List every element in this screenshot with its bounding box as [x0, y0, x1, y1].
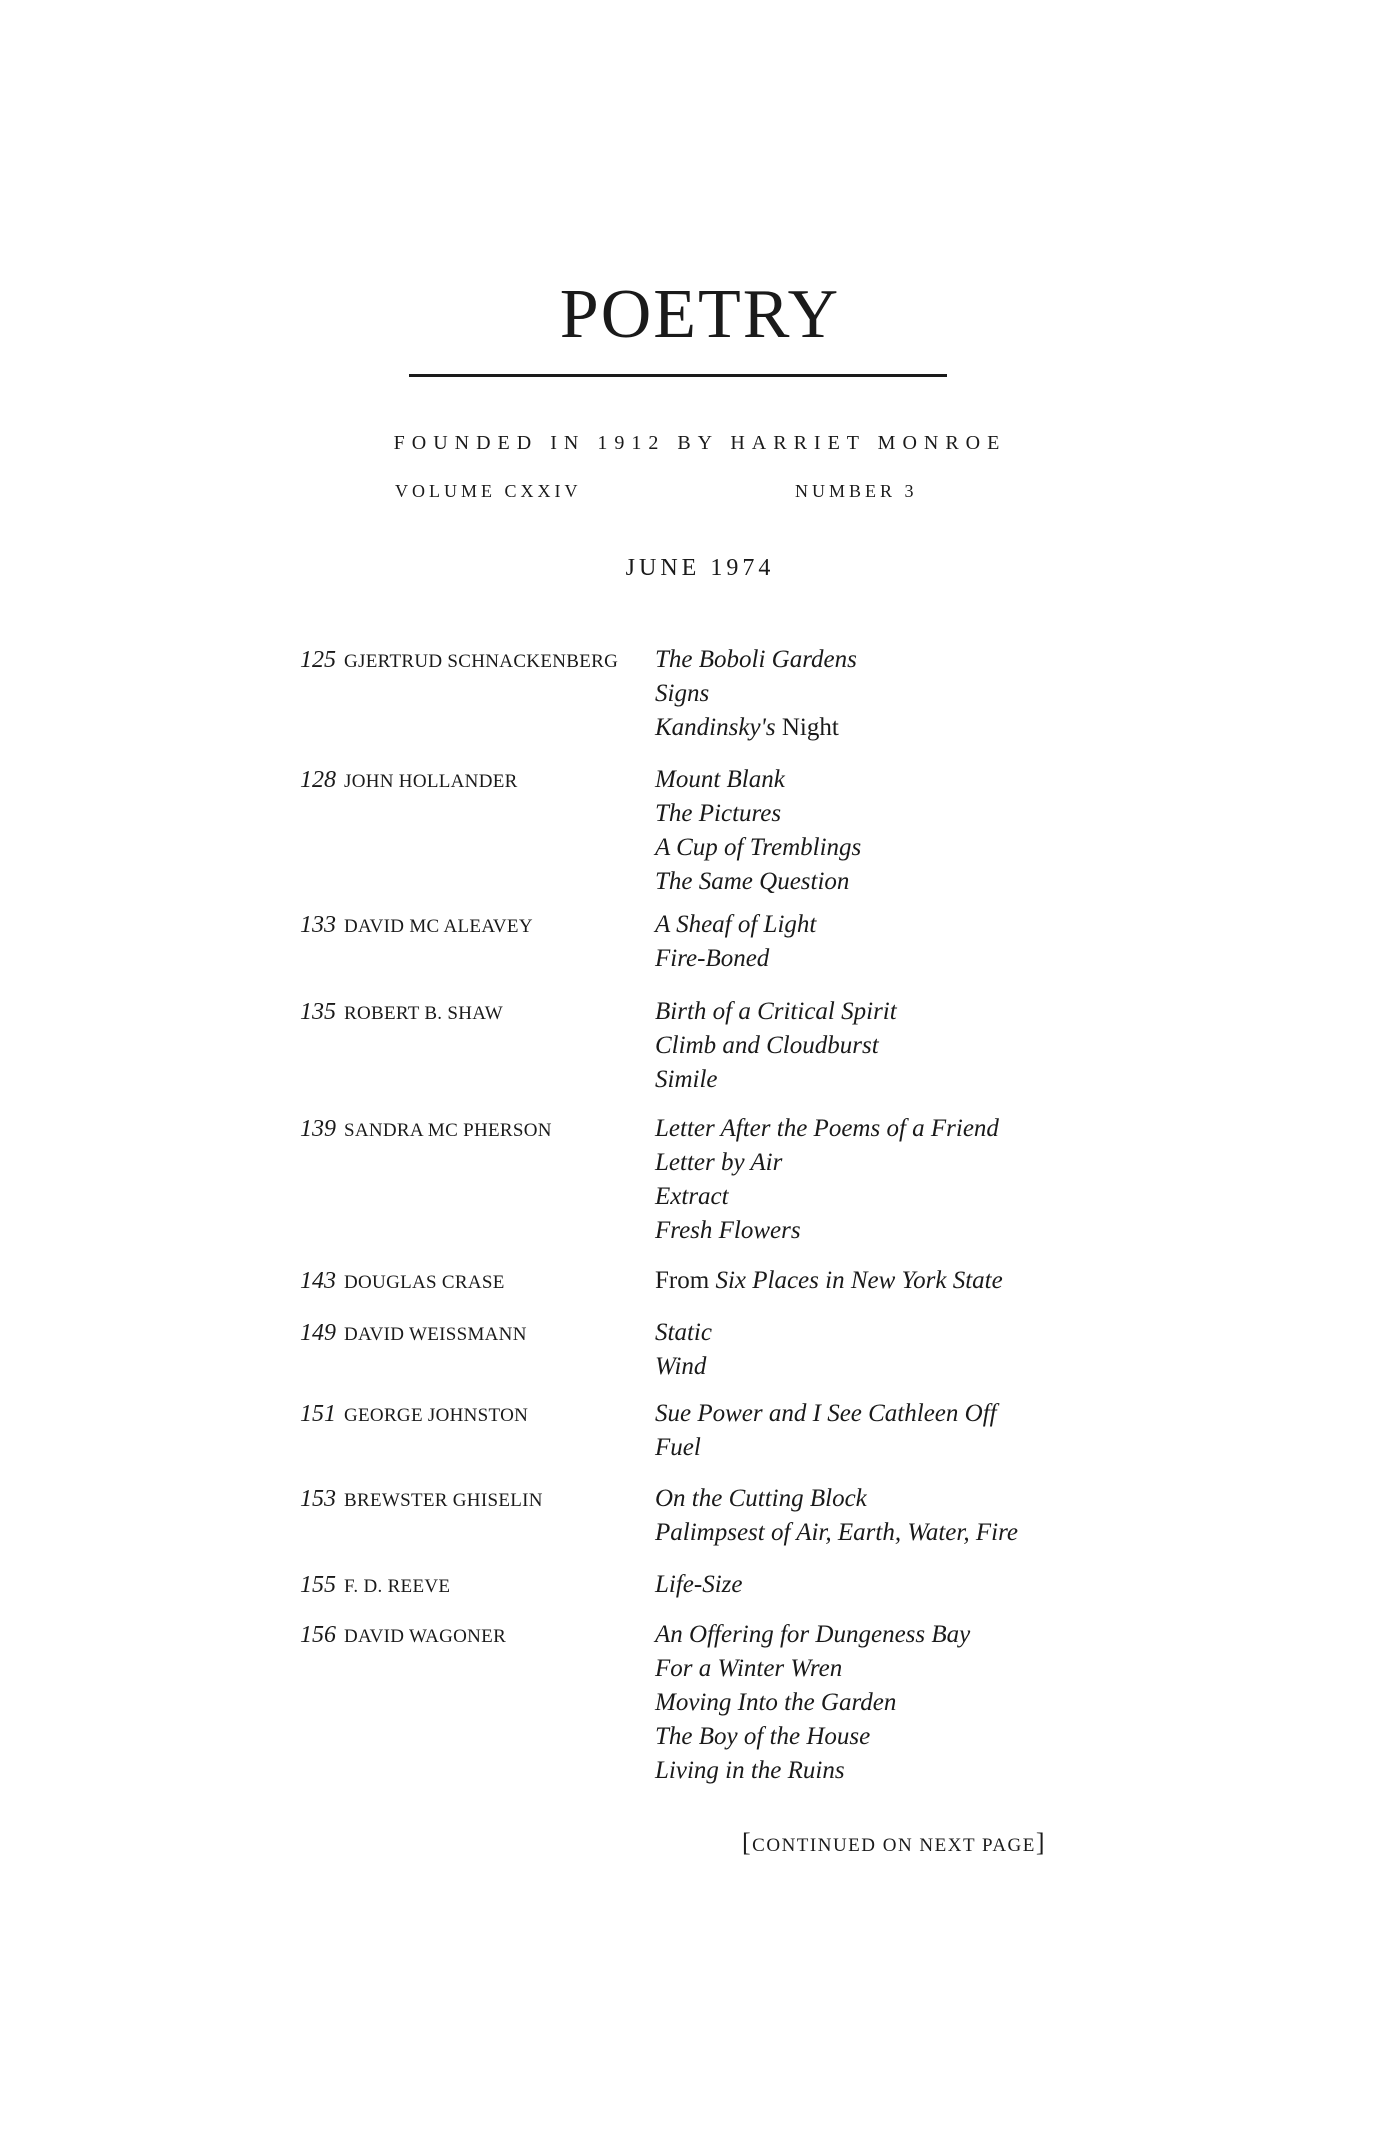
page-number: 139 [300, 1116, 336, 1142]
poem-title [655, 1350, 712, 1384]
poem-title [655, 677, 857, 711]
poem-title-text: Life-Size [655, 1571, 743, 1598]
author-name: GJERTRUD SCHNACKENBERG [344, 651, 619, 672]
poem-titles [655, 1264, 1003, 1298]
poem-titles [655, 1397, 997, 1465]
poem-title-prefix: From [655, 1267, 716, 1294]
poem-title-text: The Boboli Gardens [655, 646, 857, 673]
author-name: GEORGE JOHNSTON [344, 1405, 529, 1426]
poem-title [655, 942, 816, 976]
poem-title-text: Palimpsest of Air, Earth, Water, Fire [655, 1519, 1018, 1546]
bracket-open: [ [742, 1828, 753, 1857]
poem-title-text: Sue Power and I See Cathleen Off [655, 1400, 997, 1427]
poem-title-text: Letter by Air [655, 1149, 783, 1176]
volume-label: VOLUME CXXIV [395, 481, 582, 501]
poem-title [655, 797, 861, 831]
page-number: 155 [300, 1572, 336, 1598]
poem-title [655, 1112, 999, 1146]
poem-title [655, 1316, 712, 1350]
poem-title [655, 1720, 970, 1754]
poem-title-text: The Same Question [655, 868, 850, 895]
poem-title-text: Living in the Ruins [655, 1757, 845, 1784]
poem-title-text: Kandinsky's [655, 714, 776, 741]
poem-title-text: Six Places in New York State [715, 1267, 1003, 1294]
poem-titles [655, 908, 816, 976]
bracket-close: ] [1035, 1828, 1047, 1857]
page-number: 135 [300, 999, 336, 1025]
poem-title [655, 865, 861, 899]
poem-title-text: Static [655, 1319, 712, 1346]
poem-titles [655, 1618, 970, 1788]
poem-title-text: Fresh Flowers [655, 1217, 801, 1244]
poem-title-text: On the Cutting Block [655, 1485, 867, 1512]
author-name: DAVID WEISSMANN [344, 1324, 527, 1345]
continued-text: CONTINUED ON NEXT PAGE [752, 1835, 1036, 1856]
poem-title [655, 908, 816, 942]
poem-title-text: Signs [655, 680, 710, 707]
poem-title [655, 711, 857, 745]
poem-title-suffix: Night [775, 714, 839, 741]
poem-title-text: The Pictures [655, 800, 782, 827]
poem-titles [655, 1112, 999, 1248]
poem-title [655, 1063, 897, 1097]
poem-title-text: Extract [655, 1183, 729, 1210]
poem-title [655, 1516, 1018, 1550]
poem-title [655, 1568, 743, 1602]
poem-title-text: An Offering for Dungeness Bay [655, 1621, 971, 1648]
magazine-title: POETRY [559, 276, 841, 353]
poem-title-text: Birth of a Critical Spirit [655, 998, 897, 1025]
poem-title-text: Fire-Boned [655, 945, 770, 972]
poem-title [655, 1618, 970, 1652]
poem-title-text: A Sheaf of Light [655, 911, 817, 938]
issue-number: NUMBER 3 [795, 481, 918, 501]
poem-title [655, 1397, 997, 1431]
author-name: DOUGLAS CRASE [344, 1272, 505, 1293]
issue-date: JUNE 1974 [625, 555, 775, 581]
poem-title [655, 1214, 999, 1248]
poem-title-text: Simile [655, 1066, 718, 1093]
poem-title [655, 1264, 1003, 1298]
founded-line: FOUNDED IN 1912 BY HARRIET MONROE [393, 432, 1007, 454]
poem-title [655, 1029, 897, 1063]
author-name: DAVID MC ALEAVEY [344, 916, 533, 937]
page-number: 156 [300, 1622, 336, 1648]
author-name: F. D. REEVE [344, 1576, 451, 1597]
author-name: JOHN HOLLANDER [344, 771, 518, 792]
poem-title-text: Moving Into the Garden [655, 1689, 897, 1716]
author-name: SANDRA MC PHERSON [344, 1120, 552, 1141]
poem-title [655, 831, 861, 865]
poem-titles [655, 1482, 1018, 1550]
poem-titles [655, 1316, 712, 1384]
poem-title [655, 995, 897, 1029]
poem-title [655, 1431, 997, 1465]
author-name: BREWSTER GHISELIN [344, 1490, 543, 1511]
page-number: 125 [300, 647, 336, 673]
poem-titles [655, 763, 861, 899]
poem-title [655, 643, 857, 677]
poem-title-text: Fuel [655, 1434, 701, 1461]
poem-title [655, 1482, 1018, 1516]
page-number: 151 [300, 1401, 336, 1427]
poem-title [655, 1146, 999, 1180]
poem-title-text: Wind [655, 1353, 707, 1380]
page-number: 128 [300, 767, 336, 793]
page-number: 143 [300, 1268, 336, 1294]
poem-title-text: Climb and Cloudburst [655, 1032, 879, 1059]
poem-title [655, 1686, 970, 1720]
page-number: 149 [300, 1320, 336, 1346]
page-number: 153 [300, 1486, 336, 1512]
poem-title-text: Mount Blank [655, 766, 785, 793]
poem-titles [655, 643, 857, 745]
author-name: DAVID WAGONER [344, 1626, 507, 1647]
author-name: ROBERT B. SHAW [344, 1003, 504, 1024]
continued-note [742, 1828, 1046, 1858]
poem-title-text: A Cup of Tremblings [655, 834, 862, 861]
poem-title [655, 1652, 970, 1686]
poem-titles [655, 995, 897, 1097]
poem-title [655, 763, 861, 797]
poem-title-text: For a Winter Wren [655, 1655, 843, 1682]
poem-title-text: The Boy of the House [655, 1723, 871, 1750]
poem-title [655, 1180, 999, 1214]
title-rule [409, 374, 947, 377]
poem-title-text: Letter After the Poems of a Friend [655, 1115, 999, 1142]
poem-titles [655, 1568, 743, 1602]
poem-title [655, 1754, 970, 1788]
page-number: 133 [300, 912, 336, 938]
